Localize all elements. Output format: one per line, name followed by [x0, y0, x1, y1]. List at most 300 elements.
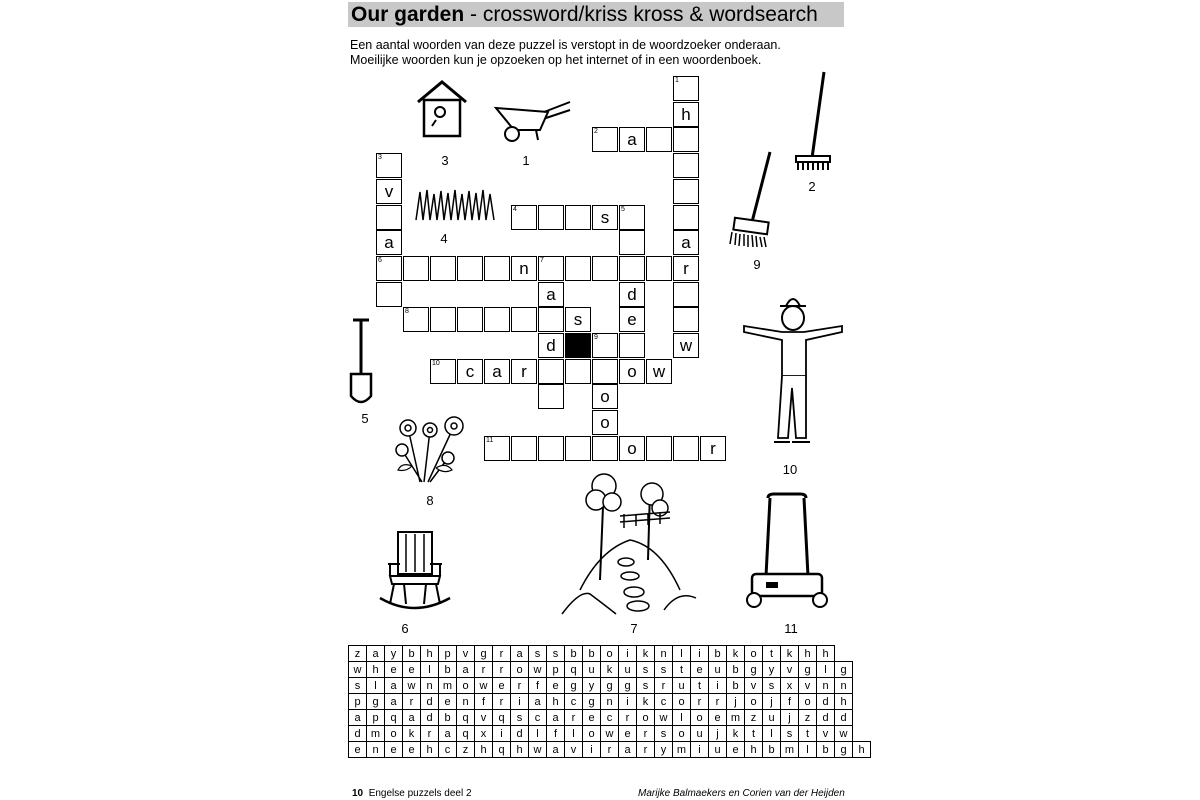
crossword-cell[interactable] [646, 256, 672, 281]
wordsearch-letter[interactable]: i [691, 742, 709, 758]
wordsearch-letter[interactable]: h [745, 742, 763, 758]
wordsearch-letter[interactable]: b [565, 646, 583, 662]
wordsearch-letter[interactable]: b [403, 646, 421, 662]
wordsearch-letter[interactable]: w [601, 726, 619, 742]
wordsearch-letter[interactable]: y [583, 678, 601, 694]
wordsearch-letter[interactable]: a [457, 662, 475, 678]
wordsearch-letter[interactable]: v [799, 678, 817, 694]
wordsearch-letter[interactable]: d [817, 710, 835, 726]
wordsearch-letter[interactable]: w [403, 678, 421, 694]
wordsearch-letter[interactable]: n [835, 678, 853, 694]
wordsearch-letter[interactable]: p [367, 710, 385, 726]
wordsearch-letter[interactable]: h [421, 742, 439, 758]
wordsearch-letter[interactable]: w [655, 710, 673, 726]
crossword-cell[interactable] [565, 256, 591, 281]
wordsearch-letter[interactable]: l [673, 646, 691, 662]
wordsearch-letter[interactable]: b [709, 646, 727, 662]
wordsearch-letter[interactable]: d [835, 710, 853, 726]
wordsearch-letter[interactable]: r [493, 646, 511, 662]
given-letter: w [652, 361, 666, 381]
wordsearch-row [349, 726, 871, 742]
crossword-cell[interactable] [511, 256, 537, 281]
wordsearch-letter[interactable]: s [655, 726, 673, 742]
wordsearch-row [349, 742, 871, 758]
crossword-cell[interactable] [376, 205, 402, 230]
wordsearch-letter[interactable]: q [565, 662, 583, 678]
wordsearch-letter[interactable]: e [385, 662, 403, 678]
wordsearch-letter[interactable]: t [745, 726, 763, 742]
wordsearch-letter[interactable]: m [781, 742, 799, 758]
wordsearch-letter[interactable]: z [799, 710, 817, 726]
wordsearch-letter[interactable]: a [367, 646, 385, 662]
wordsearch-letter[interactable]: b [727, 678, 745, 694]
crossword-cell[interactable] [646, 436, 672, 461]
crossword-cell[interactable] [592, 333, 618, 358]
wordsearch-letter[interactable]: g [601, 678, 619, 694]
wordsearch-letter[interactable]: k [637, 646, 655, 662]
given-letter: o [600, 413, 610, 433]
wordsearch-letter[interactable]: r [493, 662, 511, 678]
wordsearch-letter[interactable]: q [457, 710, 475, 726]
wordsearch-letter[interactable]: n [367, 742, 385, 758]
crossword-cell[interactable] [619, 307, 645, 332]
crossword-cell[interactable] [484, 256, 510, 281]
wordsearch-letter[interactable]: o [601, 646, 619, 662]
crossword-cell[interactable] [592, 410, 618, 435]
garden-path-icon [560, 470, 698, 616]
wordsearch-letter[interactable]: o [583, 726, 601, 742]
wordsearch-letter[interactable]: o [673, 726, 691, 742]
wordsearch-letter[interactable]: c [439, 742, 457, 758]
wordsearch-letter[interactable]: x [781, 678, 799, 694]
wordsearch-letter[interactable]: f [781, 694, 799, 710]
crossword-cell[interactable] [619, 230, 645, 255]
crossword-cell[interactable] [673, 179, 699, 204]
wordsearch-letter[interactable]: m [367, 726, 385, 742]
wordsearch-letter[interactable]: r [493, 694, 511, 710]
wordsearch-letter[interactable]: a [349, 710, 367, 726]
wordsearch-letter[interactable]: r [601, 742, 619, 758]
crossword-cell[interactable] [673, 230, 699, 255]
wordsearch-letter[interactable]: w [529, 662, 547, 678]
wordsearch-letter[interactable]: t [673, 662, 691, 678]
wordsearch-letter[interactable]: e [583, 710, 601, 726]
crossword-cell[interactable] [538, 282, 564, 307]
wordsearch-letter[interactable]: e [691, 662, 709, 678]
clue-number: 11 [486, 436, 494, 444]
crossword-cell[interactable] [673, 153, 699, 178]
crossword-cell[interactable] [538, 333, 564, 358]
crossword-cell[interactable] [511, 359, 537, 384]
wordsearch-letter[interactable]: i [619, 694, 637, 710]
wordsearch-letter[interactable]: u [583, 662, 601, 678]
wordsearch-letter[interactable]: e [727, 742, 745, 758]
wordsearch-letter[interactable]: g [835, 742, 853, 758]
wordsearch-letter[interactable]: g [835, 662, 853, 678]
wordsearch-letter[interactable]: c [565, 694, 583, 710]
wordsearch-letter[interactable]: o [691, 710, 709, 726]
wordsearch-letter[interactable]: w [529, 742, 547, 758]
wordsearch-letter[interactable]: g [619, 678, 637, 694]
crossword-cell[interactable] [673, 436, 699, 461]
wordsearch-letter[interactable]: m [727, 710, 745, 726]
wordsearch-letter[interactable]: s [349, 678, 367, 694]
crossword-cell[interactable] [619, 127, 645, 152]
wordsearch-letter[interactable]: b [763, 742, 781, 758]
crossword-cell[interactable] [538, 205, 564, 230]
wordsearch-letter[interactable]: g [565, 678, 583, 694]
wordsearch-letter[interactable]: i [493, 726, 511, 742]
crossword-cell[interactable] [403, 307, 429, 332]
wordsearch-letter[interactable]: v [781, 662, 799, 678]
crossword-cell[interactable] [673, 76, 699, 101]
wordsearch-letter[interactable]: r [637, 726, 655, 742]
broom-icon [726, 150, 776, 248]
wordsearch-letter[interactable]: h [835, 694, 853, 710]
wordsearch-letter[interactable]: d [421, 710, 439, 726]
given-letter: h [681, 104, 691, 124]
wordsearch-letter[interactable]: e [403, 662, 421, 678]
crossword-cell[interactable] [592, 436, 618, 461]
wordsearch-letter[interactable]: k [637, 694, 655, 710]
wordsearch-letter[interactable]: h [475, 742, 493, 758]
wordsearch-letter[interactable]: o [637, 710, 655, 726]
crossword-cell[interactable] [565, 307, 591, 332]
wordsearch-row [349, 694, 871, 710]
wordsearch-letter[interactable]: v [817, 726, 835, 742]
crossword-cell[interactable] [673, 127, 699, 152]
wordsearch-letter[interactable]: v [457, 646, 475, 662]
wordsearch-letter[interactable]: t [691, 678, 709, 694]
wordsearch-letter[interactable]: r [421, 726, 439, 742]
given-letter: d [546, 336, 556, 355]
given-letter: a [384, 233, 394, 253]
crossword-cell[interactable] [619, 359, 645, 384]
wordsearch-letter[interactable]: d [349, 726, 367, 742]
picture-label-1: 1 [522, 153, 530, 168]
wordsearch-letter[interactable]: r [655, 678, 673, 694]
wordsearch-letter[interactable]: e [403, 742, 421, 758]
wordsearch-letter[interactable]: d [817, 694, 835, 710]
wordsearch-letter[interactable]: f [529, 678, 547, 694]
wordsearch-letter[interactable]: h [817, 646, 835, 662]
wordsearch-letter[interactable]: b [439, 662, 457, 678]
wordsearch-letter[interactable]: o [745, 646, 763, 662]
crossword-cell[interactable] [592, 256, 618, 281]
wordsearch-letter[interactable]: l [565, 726, 583, 742]
wordsearch-letter[interactable]: n [457, 694, 475, 710]
crossword-cell[interactable] [403, 256, 429, 281]
given-letter: n [519, 258, 529, 278]
wordsearch-letter[interactable]: o [673, 694, 691, 710]
intro-line-2: Moeilijke woorden kun je opzoeken op het internet of in een woordenboek. [350, 53, 762, 67]
wordsearch-letter[interactable]: s [529, 646, 547, 662]
crossword-cell[interactable] [700, 436, 726, 461]
wordsearch-letter[interactable]: u [763, 710, 781, 726]
wordsearch-letter[interactable]: u [709, 742, 727, 758]
wordsearch-letter[interactable]: v [475, 710, 493, 726]
wordsearch-letter[interactable]: l [367, 678, 385, 694]
crossword-cell[interactable] [646, 127, 672, 152]
crossword-cell[interactable] [538, 384, 564, 409]
crossword-cell[interactable] [457, 359, 483, 384]
wordsearch-letter[interactable]: k [727, 726, 745, 742]
crossword-cell[interactable] [592, 127, 618, 152]
clue-number: 7 [540, 256, 544, 264]
page-title [348, 2, 844, 27]
wordsearch-letter[interactable]: n [655, 646, 673, 662]
wordsearch-letter[interactable]: b [727, 662, 745, 678]
crossword-cell[interactable] [430, 256, 456, 281]
wordsearch-letter[interactable]: k [781, 646, 799, 662]
wordsearch-letter[interactable]: g [583, 694, 601, 710]
crossword-cell[interactable] [538, 256, 564, 281]
wordsearch-letter[interactable]: n [601, 694, 619, 710]
shovel-icon [344, 316, 378, 408]
wordsearch-letter[interactable]: u [673, 678, 691, 694]
given-letter: r [521, 361, 527, 381]
wordsearch-letter[interactable]: f [475, 694, 493, 710]
wordsearch-letter[interactable]: j [763, 694, 781, 710]
wordsearch-letter[interactable]: n [421, 678, 439, 694]
crossword-cell[interactable] [565, 436, 591, 461]
wordsearch-letter[interactable]: q [457, 726, 475, 742]
wordsearch-letter[interactable]: i [619, 646, 637, 662]
wordsearch-letter[interactable]: l [673, 710, 691, 726]
wordsearch-letter[interactable]: t [763, 646, 781, 662]
wordsearch-letter[interactable]: q [493, 710, 511, 726]
wordsearch-letter[interactable]: p [349, 694, 367, 710]
wordsearch-letter[interactable]: z [349, 646, 367, 662]
crossword-cell[interactable] [376, 256, 402, 281]
wordsearch-letter[interactable]: g [799, 662, 817, 678]
wordsearch-letter[interactable]: r [709, 694, 727, 710]
book-title: Engelse puzzels deel 2 [368, 788, 472, 799]
crossword-cell[interactable] [511, 307, 537, 332]
wordsearch-letter[interactable]: b [583, 646, 601, 662]
wordsearch-letter[interactable]: k [601, 662, 619, 678]
crossword-cell[interactable] [376, 179, 402, 204]
wordsearch-letter[interactable]: s [637, 662, 655, 678]
crossword-cell[interactable] [592, 384, 618, 409]
given-letter: s [573, 310, 583, 330]
picture-label-6: 6 [401, 621, 409, 636]
wordsearch-letter[interactable]: y [763, 662, 781, 678]
crossword-cell[interactable] [376, 282, 402, 307]
wordsearch-letter[interactable]: s [511, 710, 529, 726]
wordsearch-letter[interactable]: s [763, 678, 781, 694]
wordsearch-letter[interactable]: e [493, 678, 511, 694]
wordsearch-letter[interactable]: r [403, 694, 421, 710]
wordsearch-letter[interactable]: v [565, 742, 583, 758]
wordsearch-letter[interactable]: r [619, 710, 637, 726]
wordsearch-letter[interactable]: a [547, 710, 565, 726]
wordsearch-letter[interactable]: c [655, 694, 673, 710]
wordsearch-letter[interactable]: l [799, 742, 817, 758]
wordsearch-letter[interactable]: q [493, 742, 511, 758]
wordsearch-letter[interactable]: k [727, 646, 745, 662]
wordsearch-letter[interactable]: b [439, 710, 457, 726]
wordsearch-letter[interactable]: j [727, 694, 745, 710]
wordsearch-letter[interactable]: p [547, 662, 565, 678]
wordsearch-letter[interactable]: i [511, 694, 529, 710]
crossword-cell[interactable] [673, 205, 699, 230]
crossword-cell[interactable] [592, 205, 618, 230]
crossword-cell[interactable] [538, 436, 564, 461]
wordsearch-letter[interactable]: m [673, 742, 691, 758]
crossword-cell[interactable] [673, 307, 699, 332]
crossword-cell[interactable] [457, 256, 483, 281]
crossword-cell[interactable] [457, 307, 483, 332]
wordsearch-letter[interactable]: o [457, 678, 475, 694]
wordsearch-letter[interactable]: o [745, 694, 763, 710]
wordsearch-letter[interactable]: r [637, 742, 655, 758]
wordsearch-letter[interactable]: i [709, 678, 727, 694]
wordsearch-letter[interactable]: e [547, 678, 565, 694]
wordsearch-letter[interactable]: t [799, 726, 817, 742]
wordsearch-letter[interactable]: a [511, 646, 529, 662]
wordsearch-letter[interactable]: e [385, 742, 403, 758]
wordsearch-letter[interactable]: e [619, 726, 637, 742]
wordsearch-letter[interactable]: o [385, 726, 403, 742]
wordsearch-letter[interactable]: z [745, 710, 763, 726]
wordsearch-letter[interactable]: q [385, 710, 403, 726]
picture-label-7: 7 [630, 621, 638, 636]
wordsearch-letter[interactable]: r [565, 710, 583, 726]
wordsearch-letter[interactable]: h [799, 646, 817, 662]
crossword-cell[interactable] [673, 102, 699, 127]
wordsearch-letter[interactable]: s [547, 646, 565, 662]
crossword-cell[interactable] [511, 436, 537, 461]
wordsearch-letter[interactable]: z [457, 742, 475, 758]
crossword-cell[interactable] [673, 282, 699, 307]
wordsearch-letter[interactable]: e [709, 710, 727, 726]
given-letter: d [627, 284, 637, 304]
wordsearch-letter[interactable]: h [853, 742, 871, 758]
crossword-cell[interactable] [430, 359, 456, 384]
wordsearch-letter[interactable]: c [529, 710, 547, 726]
wordsearch-letter[interactable]: d [421, 694, 439, 710]
wordsearch-letter[interactable]: x [475, 726, 493, 742]
crossword-cell[interactable] [538, 307, 564, 332]
crossword-cell[interactable] [376, 230, 402, 255]
crossword-cell[interactable] [619, 436, 645, 461]
wordsearch-letter[interactable]: a [385, 694, 403, 710]
given-letter: a [681, 233, 691, 253]
wordsearch-letter[interactable]: h [367, 662, 385, 678]
crossword-cell[interactable] [592, 359, 618, 384]
wordsearch-letter[interactable]: l [421, 662, 439, 678]
crossword-cell[interactable] [484, 307, 510, 332]
lawnmower-icon [744, 492, 830, 614]
wordsearch-letter[interactable]: y [385, 646, 403, 662]
crossword-cell[interactable] [565, 359, 591, 384]
wordsearch-letter[interactable]: h [421, 646, 439, 662]
wordsearch-letter[interactable]: i [691, 646, 709, 662]
wordsearch-letter[interactable]: r [511, 678, 529, 694]
wordsearch-letter[interactable]: y [655, 742, 673, 758]
wordsearch-letter[interactable]: a [439, 726, 457, 742]
crossword-cell[interactable] [484, 436, 510, 461]
crossword-cell[interactable] [376, 153, 402, 178]
wheelbarrow-icon [492, 96, 574, 144]
wordsearch-letter[interactable]: i [583, 742, 601, 758]
wordsearch-letter[interactable]: w [835, 726, 853, 742]
wordsearch-letter[interactable]: l [529, 726, 547, 742]
wordsearch-letter[interactable]: h [511, 742, 529, 758]
crossword-cell[interactable] [430, 307, 456, 332]
wordsearch-letter[interactable]: g [367, 694, 385, 710]
wordsearch-letter[interactable]: g [745, 662, 763, 678]
wordsearch-letter[interactable]: a [547, 742, 565, 758]
wordsearch-letter[interactable]: m [439, 678, 457, 694]
picture-label-9: 9 [753, 257, 761, 272]
crossword-cell[interactable] [565, 205, 591, 230]
wordsearch-letter[interactable]: h [547, 694, 565, 710]
wordsearch-letter[interactable]: a [619, 742, 637, 758]
crossword-cell[interactable] [619, 256, 645, 281]
wordsearch-letter[interactable]: a [385, 678, 403, 694]
wordsearch-row [349, 662, 871, 678]
wordsearch-letter[interactable]: r [475, 662, 493, 678]
wordsearch-letter[interactable]: e [439, 694, 457, 710]
crossword-cell[interactable] [673, 256, 699, 281]
wordsearch-letter[interactable]: u [709, 662, 727, 678]
wordsearch-letter[interactable]: j [709, 726, 727, 742]
intro-text [350, 38, 781, 68]
crossword-cell[interactable] [511, 205, 537, 230]
crossword-cell[interactable] [619, 205, 645, 230]
wordsearch-letter[interactable]: u [691, 726, 709, 742]
crossword-cell[interactable] [673, 333, 699, 358]
wordsearch-letter[interactable]: l [763, 726, 781, 742]
wordsearch-letter[interactable]: w [475, 678, 493, 694]
footer-authors: Marijke Balmaekers en Corien van der Heijden [638, 788, 845, 799]
wordsearch-letter[interactable]: o [799, 694, 817, 710]
crossword-cell[interactable] [619, 282, 645, 307]
wordsearch-letter[interactable]: c [601, 710, 619, 726]
wordsearch-letter[interactable]: b [817, 742, 835, 758]
wordsearch-letter[interactable]: p [439, 646, 457, 662]
crossword-cell[interactable] [484, 359, 510, 384]
wordsearch-letter[interactable]: w [349, 662, 367, 678]
wordsearch-letter[interactable]: s [655, 662, 673, 678]
wordsearch-letter[interactable]: g [475, 646, 493, 662]
wordsearch-letter[interactable]: k [403, 726, 421, 742]
rocking-chair-icon [378, 528, 452, 616]
crossword-cell[interactable] [538, 359, 564, 384]
wordsearch-letter[interactable]: o [511, 662, 529, 678]
wordsearch-letter[interactable]: f [547, 726, 565, 742]
wordsearch-letter[interactable]: e [349, 742, 367, 758]
clue-number: 9 [594, 334, 598, 341]
footer-left [352, 788, 472, 799]
crossword-cell[interactable] [646, 359, 672, 384]
wordsearch-letter[interactable]: r [691, 694, 709, 710]
crossword-cell[interactable] [619, 333, 645, 358]
wordsearch-letter[interactable]: s [637, 678, 655, 694]
wordsearch-letter[interactable]: s [781, 726, 799, 742]
wordsearch-letter[interactable]: j [781, 710, 799, 726]
wordsearch-letter[interactable]: d [511, 726, 529, 742]
wordsearch-letter[interactable]: u [619, 662, 637, 678]
wordsearch-letter[interactable]: a [529, 694, 547, 710]
wordsearch-letter[interactable]: a [403, 710, 421, 726]
wordsearch-letter[interactable]: n [817, 678, 835, 694]
wordsearch-letter[interactable]: v [745, 678, 763, 694]
wordsearch-letter[interactable]: l [817, 662, 835, 678]
grass-icon [414, 188, 496, 222]
